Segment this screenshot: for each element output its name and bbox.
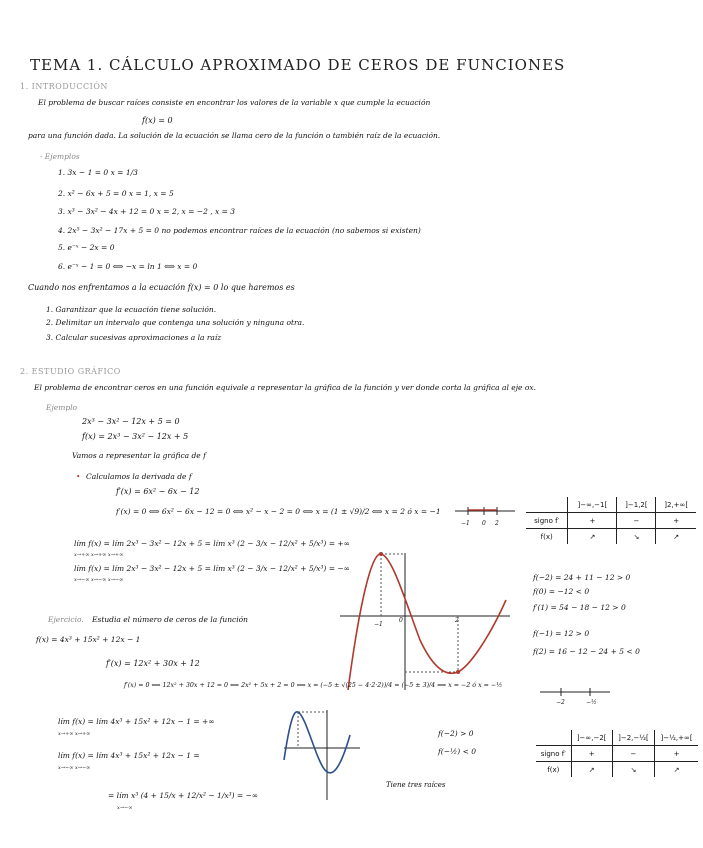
- table-cell: ↗: [656, 529, 696, 545]
- table-cell: ]−∞,−2[: [571, 730, 612, 746]
- sign-table-1: [526, 497, 696, 544]
- ejercicio-limit-expanded: = lím x³ (4 + 15/x + 12/x² − 1/x³) = −∞: [108, 791, 259, 800]
- limit-subscript: x→+∞ x→+∞: [58, 731, 91, 737]
- limit-subscript: x→−∞: [117, 805, 133, 811]
- table-row: [536, 762, 698, 778]
- example-item: 6. e⁻ˣ − 1 = 0 ⟺ −x = ln 1 ⟺ x = 0: [58, 262, 198, 271]
- table-cell: ]−2,−½[: [612, 730, 654, 746]
- value-item: f′(1) = 54 − 18 − 12 > 0: [533, 603, 626, 612]
- numline-label: −½: [586, 699, 597, 706]
- table-cell: +: [655, 746, 698, 762]
- table-cell: ↗: [655, 762, 698, 778]
- graph1-tick-label: 0: [399, 617, 403, 624]
- ejemplo-function: f(x) = 2x³ − 3x² − 12x + 5: [82, 432, 189, 441]
- min-point: [456, 670, 460, 674]
- table-row: [536, 746, 698, 762]
- ejercicio-limit-plus: lím f(x) = lím 4x³ + 15x² + 12x − 1 = +∞: [58, 717, 215, 726]
- intro-equation: f(x) = 0: [142, 116, 173, 125]
- example-item: 4. 2x⁵ − 3x² − 17x + 5 = 0 no podemos encontrar raíces de la ecuación (no sabemos si existen): [58, 226, 421, 235]
- example-item: 1. 3x − 1 = 0 x = 1/3: [58, 168, 138, 177]
- table-cell: ↘: [612, 762, 654, 778]
- graph1-curve: [348, 554, 506, 690]
- ejemplo-equation: 2x³ − 3x² − 12x + 5 = 0: [82, 417, 180, 426]
- table-cell: −: [612, 746, 654, 762]
- derivative: f′(x) = 6x² − 6x − 12: [116, 487, 200, 496]
- example-item: 2. x² − 6x + 5 = 0 x = 1, x = 5: [58, 189, 174, 198]
- numline-label: 2: [495, 520, 499, 527]
- table-cell: −: [617, 513, 656, 529]
- table-cell: ]−1,2[: [617, 497, 656, 513]
- section-heading-introduccion: 1. INTRODUCCIÓN: [20, 82, 108, 91]
- ejercicio-label: Ejercicio.: [48, 615, 84, 624]
- intro-paragraph: El problema de buscar raíces consiste en encontrar los valores de la variable x que cumple la ecuación: [38, 98, 431, 107]
- table-cell: ↗: [568, 529, 617, 545]
- table-cell: +: [656, 513, 696, 529]
- limit-plus-inf: lím f(x) = lím 2x³ − 3x² − 12x + 5 = lím x³ (2 − 3/x − 12/x² + 5/x³) = +∞: [74, 539, 350, 548]
- bullet-dot: •: [76, 472, 81, 481]
- numline-label: −2: [556, 699, 565, 706]
- table-cell: [526, 497, 568, 513]
- limit-subscript: x→+∞ x→+∞ x→+∞: [74, 552, 124, 558]
- table-cell: signo f′: [526, 513, 568, 529]
- examples-label: · Ejemplos: [40, 152, 80, 161]
- procedure-intro: Cuando nos enfrentamos a la ecuación f(x) = 0 lo que haremos es: [28, 283, 295, 292]
- ejercicio-derivative-zero: f′(x) = 0 ⟺ 12x² + 30x + 12 = 0 ⟺ 2x² + 5x + 2 = 0 ⟺ x = (−5 ± √(25 − 4·2·2))/4 = (−5 ± 3)/4 ⟺ x = −2 ó x = −½: [124, 682, 503, 689]
- max-point: [379, 552, 383, 556]
- table-row: [536, 730, 698, 746]
- value-item: f(−1) = 12 > 0: [533, 629, 590, 638]
- example-item: 3. x³ − 3x² − 4x + 12 = 0 x = 2, x = −2 , x = 3: [58, 207, 236, 216]
- table-row: [526, 513, 696, 529]
- value-item: f(0) = −12 < 0: [533, 587, 590, 596]
- derivative-zero: f′(x) = 0 ⟺ 6x² − 6x − 12 = 0 ⟺ x² − x − 2 = 0 ⟺ x = (1 ± √9)/2 ⟺ x = 2 ó x = −1: [116, 507, 441, 516]
- table-cell: ]2,+∞[: [656, 497, 696, 513]
- table-cell: signo f′: [536, 746, 571, 762]
- table-row: [526, 529, 696, 545]
- table-cell: +: [568, 513, 617, 529]
- procedure-step: 2. Delimitar un intervalo que contenga una solución y ninguna otra.: [46, 318, 305, 327]
- procedure-step: 1. Garantizar que la ecuación tiene solución.: [46, 305, 217, 314]
- ejemplo-label: Ejemplo: [46, 403, 78, 412]
- table-cell: ↘: [617, 529, 656, 545]
- table-cell: +: [571, 746, 612, 762]
- table-cell: ↗: [571, 762, 612, 778]
- procedure-step: 3. Calcular sucesivas aproximaciones a la raíz: [46, 333, 222, 342]
- ejercicio-derivative: f′(x) = 12x² + 30x + 12: [106, 659, 200, 668]
- table-cell: f(x): [526, 529, 568, 545]
- bullet-text: Calculamos la derivada de f: [86, 472, 192, 481]
- ejercicio-function: f(x) = 4x³ + 15x² + 12x − 1: [36, 635, 141, 644]
- limit-subscript: x→−∞ x→−∞ x→−∞: [74, 577, 124, 583]
- table-cell: ]−½,+∞[: [655, 730, 698, 746]
- table-row: [526, 497, 696, 513]
- sign-table-2: [536, 730, 698, 777]
- section-heading-estudio-grafico: 2. ESTUDIO GRÁFICO: [20, 367, 121, 376]
- ejercicio-conclusion: Tiene tres raíces: [386, 781, 446, 789]
- grafico-paragraph: El problema de encontrar ceros en una función equivale a representar la gráfica de la función y ver donde corta la gráfica al eje ox.: [34, 383, 536, 392]
- ejercicio-text: Estudia el número de ceros de la función: [92, 615, 248, 624]
- numline-label: −1: [461, 520, 470, 527]
- table-cell: f(x): [536, 762, 571, 778]
- ejercicio-limit-minus: lím f(x) = lím 4x³ + 15x² + 12x − 1 =: [58, 751, 200, 760]
- graph1-tick-label: −1: [374, 621, 383, 628]
- table-cell: ]−∞,−1[: [568, 497, 617, 513]
- value-item: f(−2) = 24 + 11 − 12 > 0: [533, 573, 631, 582]
- table-cell: [536, 730, 571, 746]
- example-item: 5. e⁻ˣ − 2x = 0: [58, 243, 115, 252]
- numline-label: 0: [482, 520, 486, 527]
- page-title: TEMA 1. CÁLCULO APROXIMADO DE CEROS DE FUNCIONES: [30, 56, 566, 74]
- graph2-curve: [284, 712, 350, 773]
- value-item: f(2) = 16 − 12 − 24 + 5 < 0: [533, 647, 640, 656]
- graph1-tick-label: 2: [455, 617, 459, 624]
- limit-minus-inf: lím f(x) = lím 2x³ − 3x² − 12x + 5 = lím x³ (2 − 3/x − 12/x² + 5/x³) = −∞: [74, 564, 350, 573]
- value-item: f(−½) < 0: [438, 747, 477, 756]
- ejemplo-text: Vamos a representar la gráfica de f: [72, 451, 206, 460]
- intro-paragraph-2: para una función dada. La solución de la ecuación se llama cero de la función o también raíz de la ecuación.: [28, 131, 441, 140]
- value-item: f(−2) > 0: [438, 729, 474, 738]
- limit-subscript: x→−∞ x→−∞: [58, 765, 91, 771]
